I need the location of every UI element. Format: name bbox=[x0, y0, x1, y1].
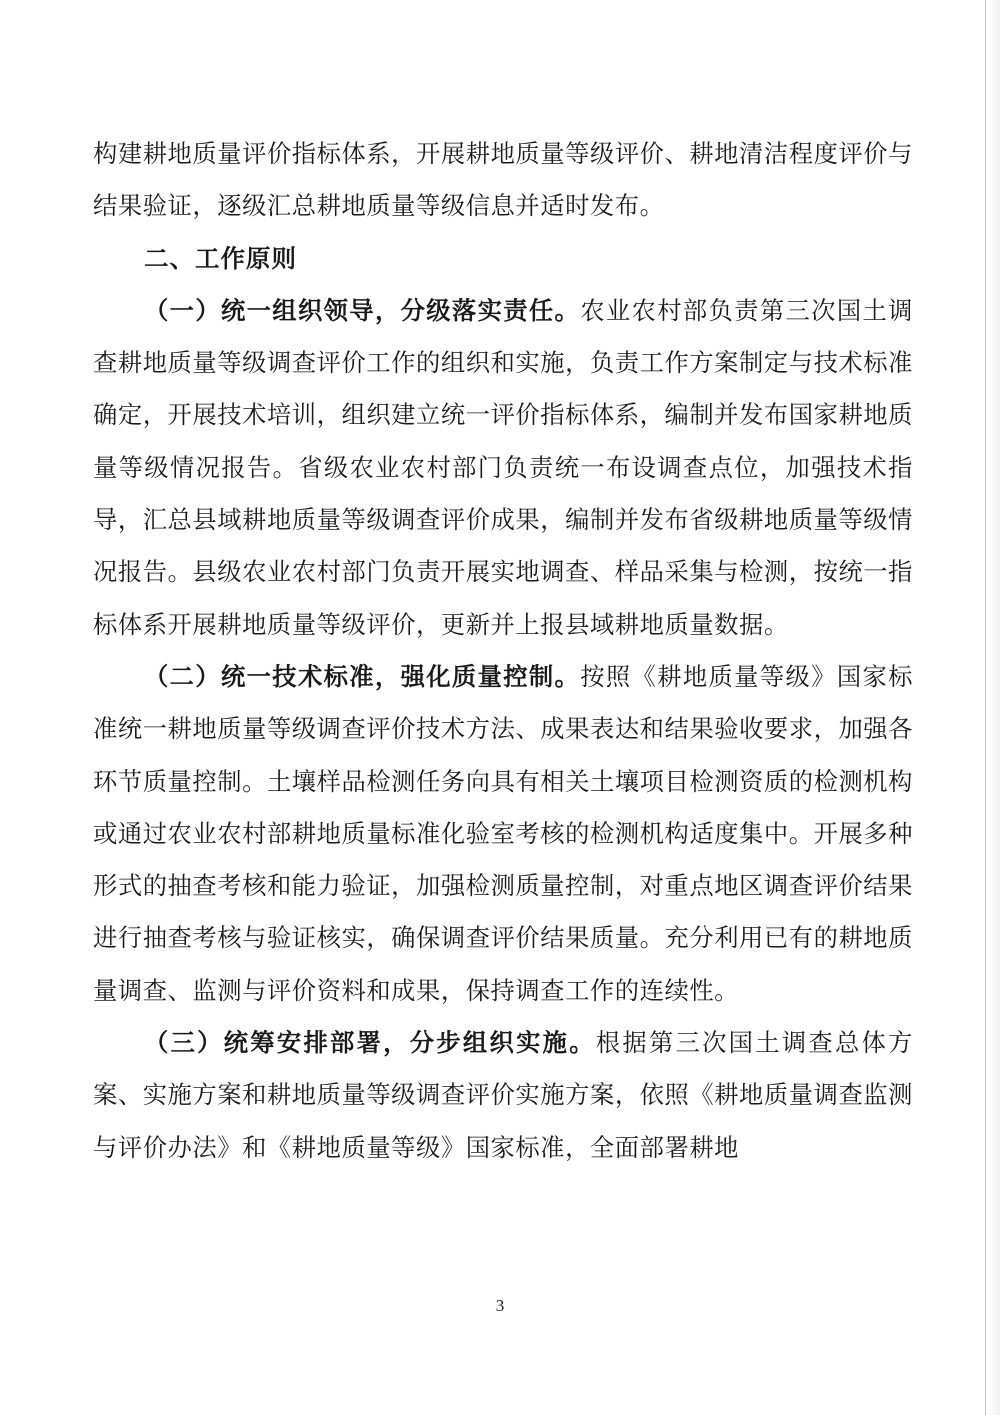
principle-text-3: 根据第三次国土调查总体方案、实施方案和耕地质量等级调查评价实施方案，依照《耕地质量调查监测与评价办法》和《耕地质量等级》国家标准，全面部署耕地 bbox=[93, 1028, 913, 1162]
principle-lead-2: （二）统一技术标准，强化质量控制。 bbox=[144, 661, 581, 691]
page-border bbox=[985, 0, 986, 1415]
principle-paragraph-1 bbox=[93, 285, 913, 651]
section-heading: 二、工作原则 bbox=[144, 243, 297, 273]
principle-paragraph-2 bbox=[93, 651, 913, 1017]
principle-lead-3: （三）统筹安排部署，分步组织实施。 bbox=[144, 1028, 596, 1058]
principle-lead-1: （一）统一组织领导，分级落实责任。 bbox=[144, 295, 581, 325]
document-body bbox=[93, 128, 913, 1174]
page-edge-shadow bbox=[986, 0, 1000, 1415]
principle-paragraph-3 bbox=[93, 1017, 913, 1174]
intro-paragraph: 构建耕地质量评价指标体系，开展耕地质量等级评价、耕地清洁程度评价与结果验证，逐级汇总耕地质量等级信息并适时发布。 bbox=[93, 139, 913, 221]
page-number: 3 bbox=[495, 1296, 505, 1315]
principle-text-2: 按照《耕地质量等级》国家标准统一耕地质量等级调查评价技术方法、成果表达和结果验收要求，加强各环节质量控制。土壤样品检测任务向具有相关土壤项目检测资质的检测机构或通过农业农村部耕地质量标准化验室考核的检测机构适度集中。开展多种形式的抽查考核和能力验证，加强检测质量控制，对重点地区调查评价结果进行抽查考核与验证核实，确保调查评价结果质量。充分利用已有的耕地质量调查、监测与评价资料和成果，保持调查工作的连续性。 bbox=[93, 661, 913, 1005]
principle-text-1: 农业农村部负责第三次国土调查耕地质量等级调查评价工作的组织和实施，负责工作方案制定与技术标准确定，开展技术培训，组织建立统一评价指标体系，编制并发布国家耕地质量等级情况报告。省级农业农村部门负责统一布设调查点位，加强技术指导，汇总县域耕地质量等级调查评价成果，编制并发布省级耕地质量等级情况报告。县级农业农村部门负责开展实地调查、样品采集与检测，按统一指标体系开展耕地质量等级评价，更新并上报县域耕地质量数据。 bbox=[93, 295, 913, 639]
